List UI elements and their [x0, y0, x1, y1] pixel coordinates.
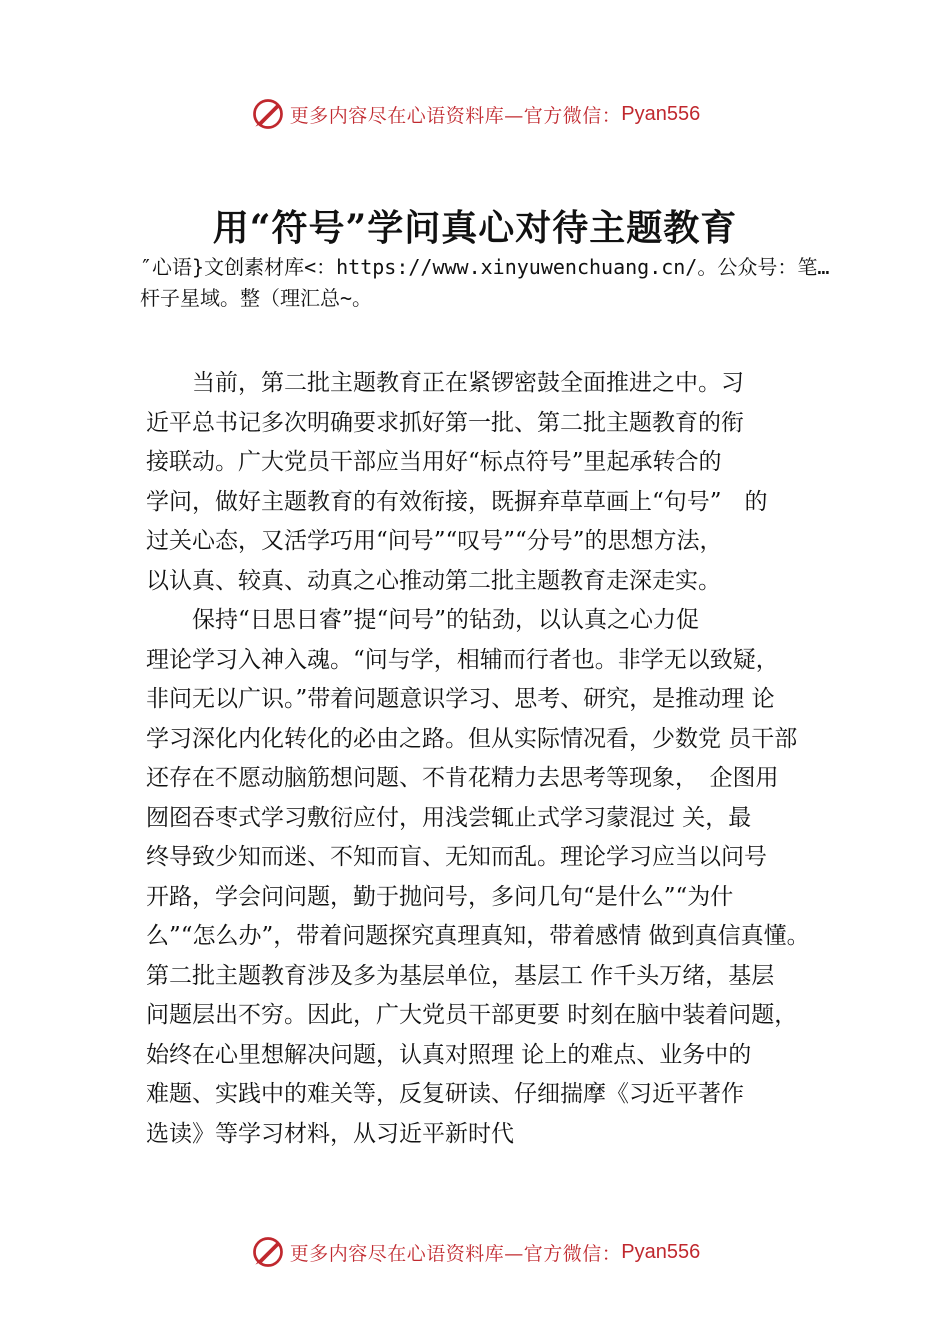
- body-line: 第二批主题教育涉及多为基层单位，基层工 作千头万绪，基层: [146, 962, 775, 989]
- body-line: 以认真、较真、动真之心推动第二批主题教育走深走实。: [146, 567, 721, 594]
- banner-text: 更多内容尽在心语资料库—官方微信：: [289, 104, 622, 127]
- body-line: 非问无以广识。”带着问题意识学习、思考、研究，是推动理 论: [146, 686, 775, 712]
- article-body: [146, 364, 846, 1154]
- body-line: 过关心态，又活学巧用“问号”“叹号”“分号”的思想方法，: [146, 528, 723, 554]
- source-line: ″心语}文创素材库<：https://www.xinyuwenchuang.cn/。公众号：笔…杆子星域。整（理汇总~。: [140, 255, 830, 310]
- body-line: 学问，做好主题教育的有效衔接，既摒弃草草画上“句号” 的: [146, 488, 768, 515]
- body-line: 学习深化内化转化的必由之路。但从实际情况看，少数党 员干部: [146, 725, 798, 752]
- body-line: 囫囵吞枣式学习敷衍应付，用浅尝辄止式学习蒙混过 关，最: [146, 804, 752, 831]
- pen-seal-logo-icon: [250, 96, 286, 132]
- body-line: 么”“怎么办”，带着问题探究真理真知，带着感情 做到真信真懂。: [146, 923, 810, 949]
- body-line: 还存在不愿动脑筋想问题、不肯花精力去思考等现象， 企图用: [146, 765, 779, 791]
- document-title: 用“符号”学问真心对待主题教育: [212, 207, 738, 249]
- body-line: 当前，第二批主题教育正在紧锣密鼓全面推进之中。习: [146, 370, 744, 396]
- banner-text: 更多内容尽在心语资料库—官方微信：: [289, 1242, 622, 1265]
- footer-banner: [0, 1232, 950, 1272]
- body-line: 接联动。广大党员干部应当用好“标点符号”里起承转合的: [146, 449, 722, 475]
- body-line: 难题、实践中的难关等，反复研读、仔细揣摩《习近平著作: [146, 1081, 744, 1107]
- body-line: 选读》等学习材料，从习近平新时代: [146, 1120, 514, 1147]
- header-banner: [0, 94, 950, 134]
- banner-account: Pyan556: [621, 1240, 701, 1263]
- body-line: 终导致少知而迷、不知而盲、无知而乱。理论学习应当以问号: [146, 844, 767, 870]
- pen-seal-logo-icon: [250, 1234, 286, 1270]
- body-line: 近平总书记多次明确要求抓好第一批、第二批主题教育的衔: [146, 409, 744, 436]
- body-line: 保持“日思日睿”提“问号”的钻劲，以认真之心力促: [146, 607, 700, 633]
- body-line: 理论学习入神入魂。“问与学，相辅而行者也。非学无以致疑，: [146, 646, 779, 673]
- body-line: 开路，学会问问题，勤于抛问号，多问几句“是什么”“为什: [146, 883, 734, 910]
- body-line: 问题层出不穷。因此，广大党员干部更要 时刻在脑中装着问题，: [146, 1002, 798, 1028]
- banner-account: Pyan556: [621, 102, 701, 125]
- body-line: 始终在心里想解决问题，认真对照理 论上的难点、业务中的: [146, 1041, 752, 1068]
